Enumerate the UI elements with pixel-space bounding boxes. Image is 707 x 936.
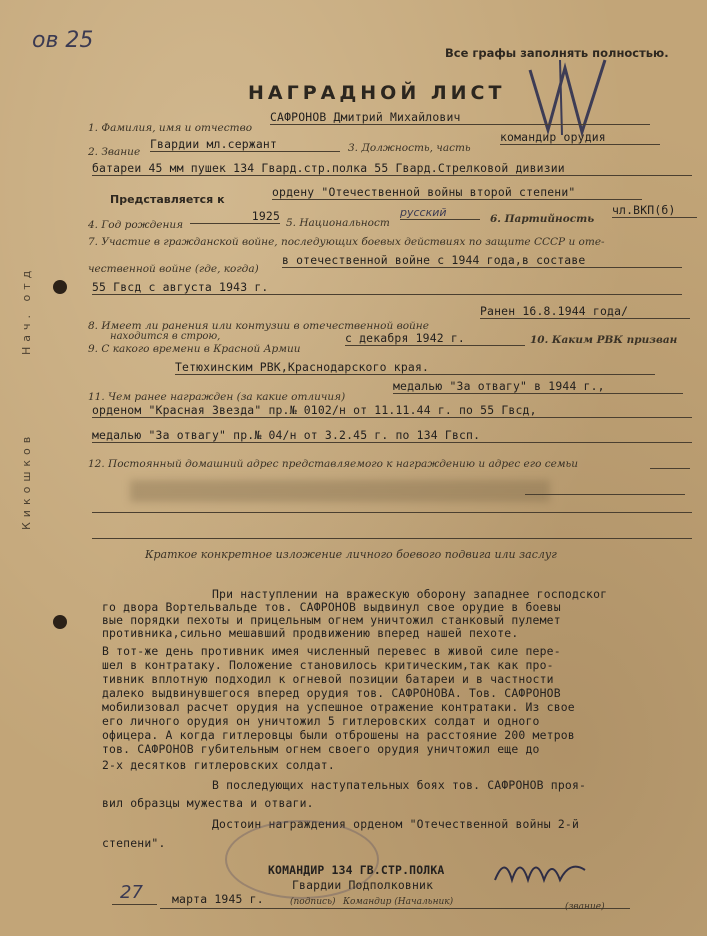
field-1-value: САФРОНОВ Дмитрий Михайлович: [270, 110, 650, 125]
field-11-label: 11. Чем ранее награжден (за какие отличия): [88, 391, 346, 403]
field-9-label: 9. С какого времени в Красной Армии: [88, 343, 301, 355]
field-7-value-2: 55 Гвсд с августа 1943 г.: [92, 280, 682, 295]
body-line: степени".: [102, 836, 166, 850]
body-line: В тот-же день противник имея численный перевес в живой силе пере-: [102, 644, 561, 658]
field-3-value: командир орудия: [500, 130, 660, 145]
body-line: тов. САФРОНОВ губительным огнем своего орудия уничтожил еще до: [102, 742, 540, 756]
body-line: вые порядки пехоты и прицельным огнем уничтожил станковый пулемет: [102, 613, 561, 627]
side-caption-2: Кикошков: [20, 431, 33, 530]
field-12-line: [650, 468, 690, 469]
field-8-label-1: 8. Имеет ли ранения или контузии в отечественной войне: [88, 320, 429, 332]
field-6-label: 6. Партийность: [490, 213, 595, 225]
field-4-label: 4. Год рождения: [88, 219, 184, 231]
document-title: НАГРАДНОЙ ЛИСТ: [248, 82, 506, 104]
commander-caption: Командир (Начальник): [343, 897, 454, 907]
signature: [490, 850, 600, 890]
field-11-value-1: медалью "За отвагу" в 1944 г.,: [393, 379, 683, 394]
date-day-line: [112, 904, 157, 905]
rank-caption: (звание): [565, 902, 605, 912]
field-9-value: с декабря 1942 г.: [345, 331, 525, 346]
field-10-value: Тетюхинским РВК,Краснодарского края.: [175, 360, 655, 375]
field-12-line: [92, 512, 692, 513]
body-line: 2-х десятков гитлеровских солдат.: [102, 758, 335, 772]
field-12-line: [525, 494, 685, 495]
body-line: далеко выдвинувшегося вперед орудия тов. САФРОНОВА. Тов. САФРОНОВ: [102, 686, 561, 700]
punch-hole: [53, 280, 67, 294]
field-7-value-1: в отечественной войне с 1944 года,в составе: [282, 253, 682, 268]
date-day: 27: [120, 882, 143, 903]
body-line: В последующих наступательных боях тов. САФРОНОВ проя-: [212, 778, 587, 792]
corner-handwritten-note: ов 25: [32, 28, 94, 53]
body-line: го двора Вортельвальде тов. САФРОНОВ выдвинул свое орудие в боевы: [102, 600, 561, 614]
signature-line: [160, 908, 630, 909]
commander-rank: Гвардии Подполковник: [292, 878, 434, 892]
field-7-label-2: чественной войне (где, когда): [88, 263, 259, 275]
body-line: мобилизовал расчет орудия на успешное отражение контратаки. Из свое: [102, 700, 575, 714]
field-7-label-1: 7. Участие в гражданской войне, последующих боевых действиях по защите СССР и оте-: [88, 236, 605, 248]
field-2-label: 2. Звание: [88, 146, 141, 158]
field-5-value: русский: [400, 206, 480, 220]
top-right-note: Все графы заполнять полностью.: [445, 46, 669, 60]
body-line: вил образцы мужества и отваги.: [102, 796, 314, 810]
field-10-label: 10. Каким РВК призван: [530, 334, 678, 346]
summary-heading: Краткое конкретное изложение личного боевого подвига или заслуг: [145, 548, 557, 561]
date-text: марта 1945 г.: [172, 892, 264, 906]
commander-title: КОМАНДИР 134 ГВ.СТР.ПОЛКА: [268, 863, 445, 877]
signature-caption: (подпись): [290, 897, 336, 907]
presented-value: ордену "Отечественной войны второй степени": [272, 185, 642, 200]
body-line: Достоин награждения орденом "Отечественной войны 2-й: [212, 817, 580, 831]
body-line: офицера. А когда гитлеровцы были отброшены на расстояние 200 метров: [102, 728, 575, 742]
field-1-label: 1. Фамилия, имя и отчество: [88, 122, 253, 134]
field-2-value: Гвардии мл.сержант: [150, 137, 340, 152]
field-6-value: чл.ВКП(б): [612, 203, 697, 218]
presented-label: Представляется к: [110, 193, 225, 206]
field-11-value-3: медалью "За отвагу" пр.№ 04/н от 3.2.45 г. по 134 Гвсп.: [92, 428, 692, 443]
field-12-label: 12. Постоянный домашний адрес представляемого к награждению и адрес его семьи: [88, 458, 579, 470]
field-3-label: 3. Должность, часть: [348, 142, 471, 154]
body-line: противника,сильно мешавший продвижению вперед нашей пехоте.: [102, 626, 519, 640]
body-line: его личного орудия он уничтожил 5 гитлеровских солдат и одного: [102, 714, 540, 728]
body-line: тивник вплотную подходил к огневой позиции батареи и в частности: [102, 672, 554, 686]
punch-hole: [53, 615, 67, 629]
field-8-label-2: находится в строю,: [110, 331, 221, 342]
body-line: При наступлении на вражескую оборону западнее господског: [212, 587, 608, 601]
redacted-address: [130, 480, 550, 502]
unit-line: батареи 45 мм пушек 134 Гвард.стр.полка 55 Гвард.Стрелковой дивизии: [92, 161, 692, 176]
field-11-value-2: орденом "Красная Звезда" пр.№ 0102/н от 11.11.44 г. по 55 Гвсд,: [92, 403, 692, 418]
field-8-value: Ранен 16.8.1944 года/: [480, 304, 690, 319]
section-divider: [92, 538, 692, 539]
side-caption-1: Нач. отд: [20, 265, 33, 355]
field-4-value: 1925: [190, 209, 280, 224]
field-5-label: 5. Национальност: [286, 217, 390, 229]
handwritten-mark: [520, 50, 630, 140]
body-line: шел в контратаку. Положение становилось критическим,так как про-: [102, 658, 554, 672]
